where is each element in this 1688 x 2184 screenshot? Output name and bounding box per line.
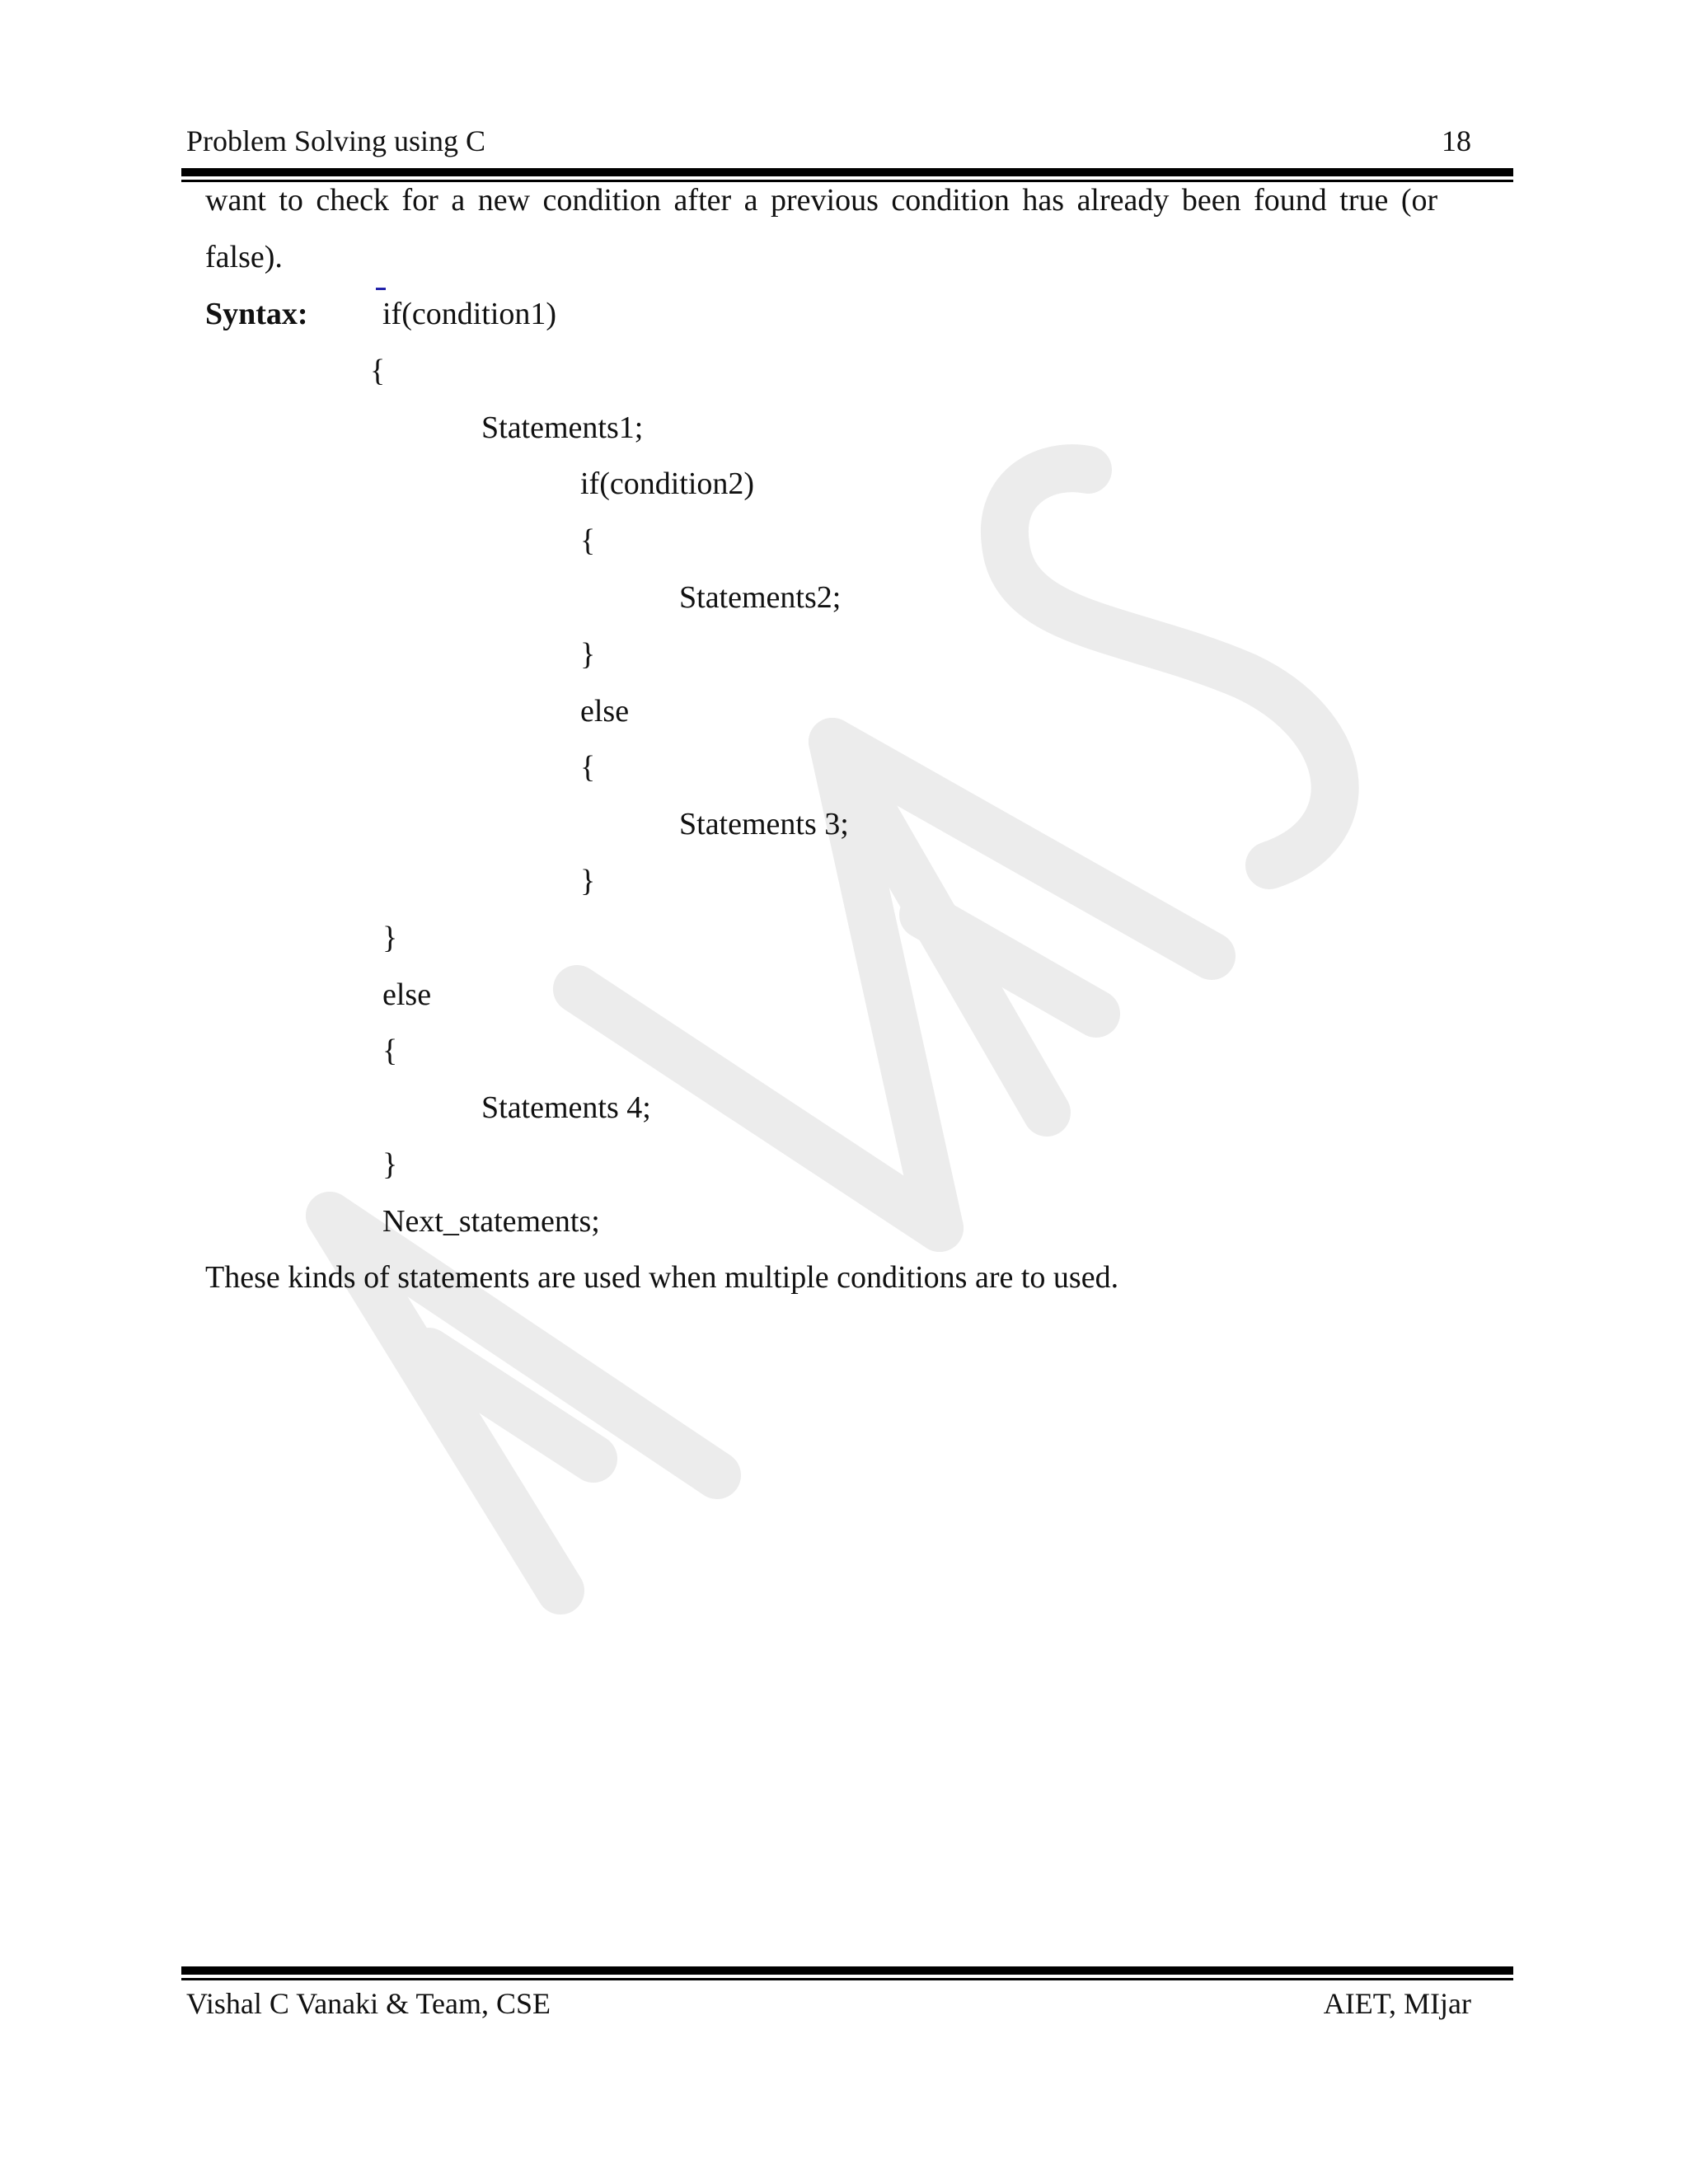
code-line: { (580, 750, 596, 785)
link-mark (376, 288, 386, 290)
code-line: Statements2; (679, 580, 842, 615)
page-number: 18 (1442, 124, 1471, 157)
code-line: Statements1; (481, 410, 644, 445)
header-rule-thick (181, 168, 1513, 176)
code-line: else (580, 694, 630, 729)
header-title: Problem Solving using C (186, 124, 486, 157)
footer-institution: AIET, MIjar (1323, 1987, 1471, 2020)
footer-rule-thin (181, 1978, 1513, 1980)
intro-line-2: false). (205, 240, 283, 274)
code-line: } (382, 1147, 398, 1182)
code-line: } (580, 637, 596, 672)
code-line: else (382, 977, 432, 1012)
code-line: { (580, 523, 596, 558)
code-line: } (580, 864, 596, 898)
code-line: if(condition1) (382, 297, 557, 331)
syntax-label: Syntax: (205, 297, 308, 331)
conclusion-text: These kinds of statements are used when multiple conditions are to used. (205, 1260, 1119, 1295)
footer-author: Vishal C Vanaki & Team, CSE (186, 1987, 551, 2020)
intro-line-1: want to check for a new condition after a previous condition has already been found true (or (205, 183, 1438, 218)
footer-rule-thick (181, 1966, 1513, 1975)
code-line: { (370, 354, 386, 388)
code-line: Statements 3; (679, 807, 849, 841)
code-line: Statements 4; (481, 1090, 651, 1125)
code-line: { (382, 1033, 398, 1068)
code-line: Next_statements; (382, 1204, 600, 1239)
code-line: } (382, 921, 398, 955)
code-line: if(condition2) (580, 466, 755, 501)
